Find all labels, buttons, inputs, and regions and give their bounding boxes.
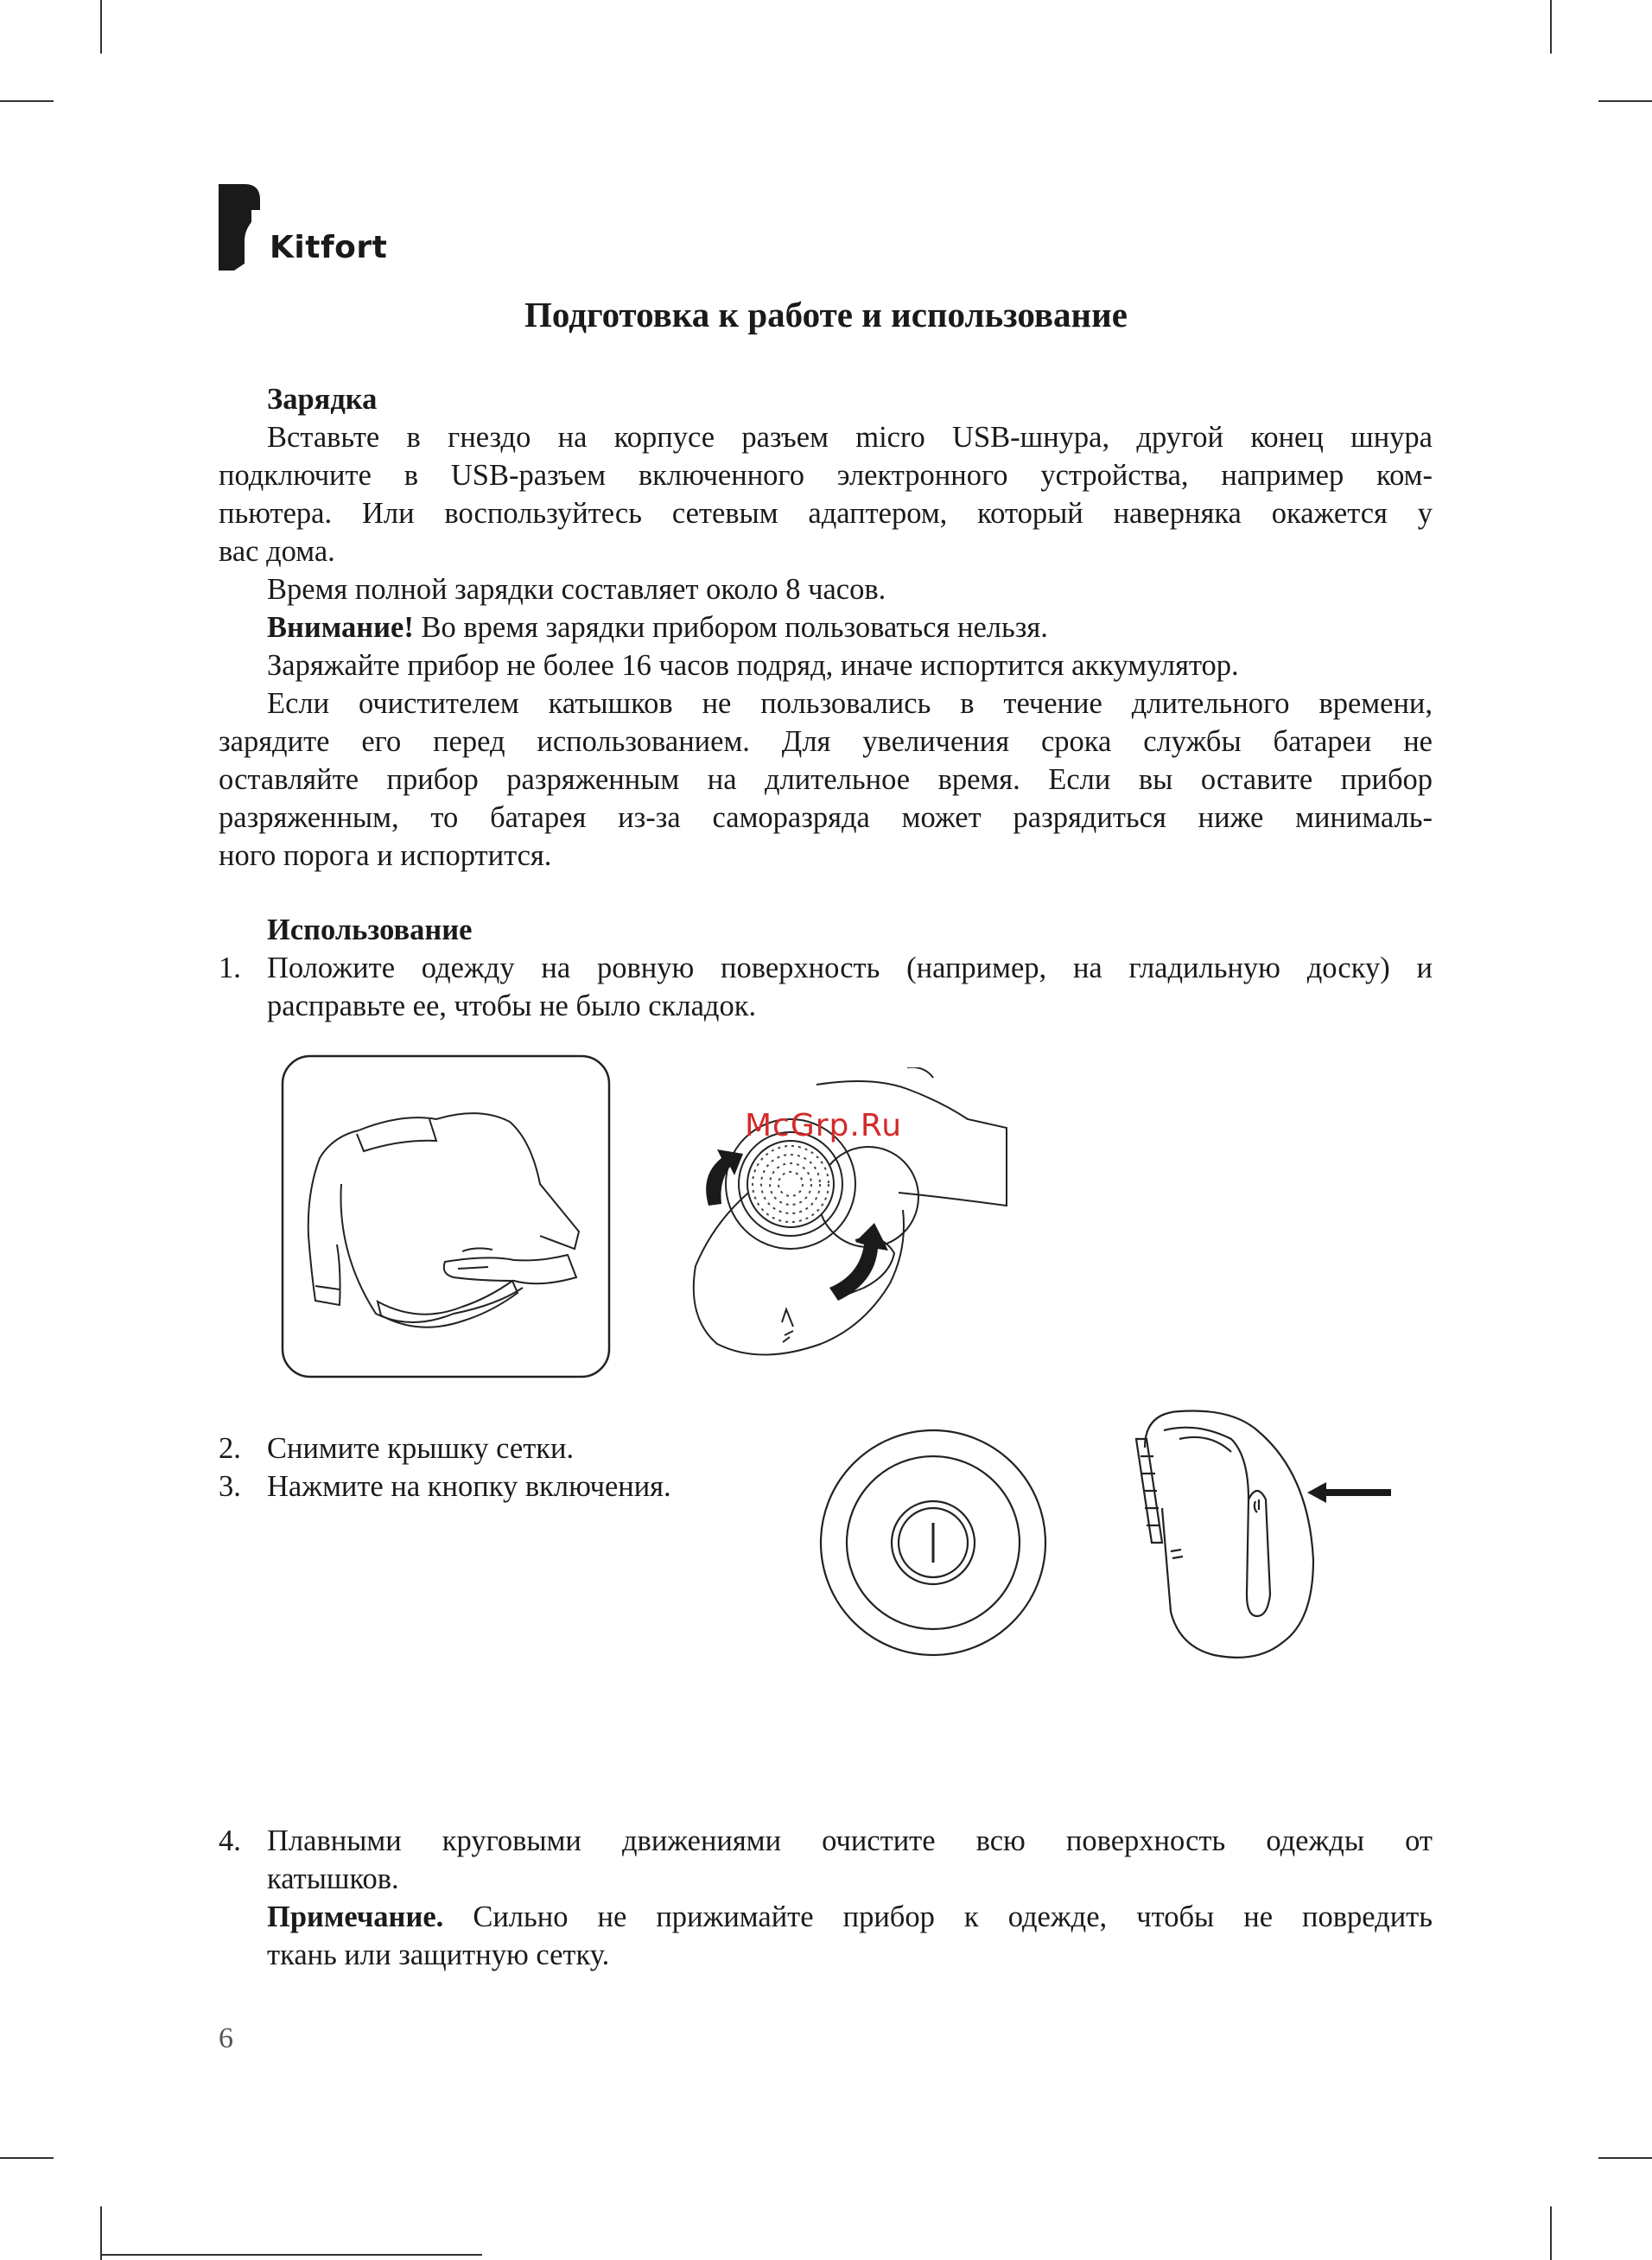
warning-label: Внимание! (267, 611, 414, 644)
step-body (267, 1822, 1433, 1974)
warning-text: Во время зарядки прибором пользоваться нельзя. (413, 611, 1048, 644)
step-3 (219, 1467, 910, 1506)
power-button-closeup-illustration (816, 1426, 1050, 1659)
charging-section (219, 380, 1433, 875)
charging-heading: Зарядка (267, 383, 378, 416)
page-number: 6 (219, 2022, 233, 2054)
step-1 (219, 949, 1433, 1025)
charging-p2: Время полной зарядки составляет около 8 часов. (267, 573, 886, 606)
crop-mark (1550, 2206, 1552, 2260)
note-line (267, 1898, 1433, 1936)
step-4 (219, 1822, 1433, 1974)
charging-p4-line: Если очистителем катышков не пользовались в течение длительного времени, (267, 687, 1433, 720)
crop-mark (1598, 2157, 1652, 2159)
crop-mark (1598, 100, 1652, 102)
charging-p4-line: ного порога и испортится. (219, 839, 552, 872)
charging-warning (219, 608, 1433, 646)
crop-mark (0, 100, 54, 102)
step4-line: катышков. (267, 1862, 399, 1895)
charging-p1-line: Вставьте в гнездо на корпусе разъем micro USB-шнура, другой конец шнура (267, 421, 1433, 454)
step1-line: расправьте ее, чтобы не было складок. (267, 990, 757, 1022)
crop-mark (0, 2157, 54, 2159)
brand-name: Kitfort (270, 230, 388, 265)
power-button-device-illustration (1110, 1404, 1395, 1672)
step-number: 2. (219, 1432, 241, 1465)
step-body (267, 949, 1433, 1025)
charging-p1-line: пьютера. Или воспользуйтесь сетевым адаптером, который наверняка окажется у (219, 497, 1433, 530)
watermark: McGrp.Ru (745, 1108, 903, 1143)
note-line: ткань или защитную сетку. (267, 1939, 610, 1971)
usage-heading-block (219, 911, 1433, 949)
step3-text: Нажмите на кнопку включения. (267, 1470, 671, 1503)
usage-heading: Использование (267, 914, 473, 946)
charging-p4-line: разряженным, то батарея из-за саморазряда может разрядиться ниже минималь- (219, 801, 1433, 834)
crop-mark (100, 2206, 102, 2260)
charging-p4-line: зарядите его перед использованием. Для увеличения срока службы батареи не (219, 725, 1433, 758)
note-text: Сильно не прижимайте прибор к одежде, чтобы не повредить (443, 1900, 1433, 1933)
step1-line: Положите одежду на ровную поверхность (например, на гладильную доску) и (267, 952, 1433, 984)
note-label: Примечание. (267, 1900, 444, 1933)
crop-mark (102, 2254, 482, 2256)
charging-p1-line: вас дома. (219, 535, 335, 568)
step-number: 3. (219, 1470, 241, 1503)
step2-text: Снимите крышку сетки. (267, 1432, 575, 1465)
crop-mark (100, 0, 102, 54)
sweater-illustration (281, 1054, 611, 1378)
step-number: 4. (219, 1824, 241, 1857)
step4-line: Плавными круговыми движениями очистите всю поверхность одежды от (267, 1824, 1433, 1857)
crop-mark (1550, 0, 1552, 54)
page-title: Подготовка к работе и использование (524, 295, 1128, 334)
step-2 (219, 1429, 910, 1467)
charging-p4-line: оставляйте прибор разряженным на длительное время. Если вы оставите прибор (219, 763, 1433, 796)
charging-p1-line: подключите в USB-разъем включенного электронного устройства, например ком- (219, 459, 1433, 492)
charging-p3: Заряжайте прибор не более 16 часов подряд, иначе испортится аккумулятор. (267, 649, 1239, 682)
step-number: 1. (219, 952, 241, 984)
